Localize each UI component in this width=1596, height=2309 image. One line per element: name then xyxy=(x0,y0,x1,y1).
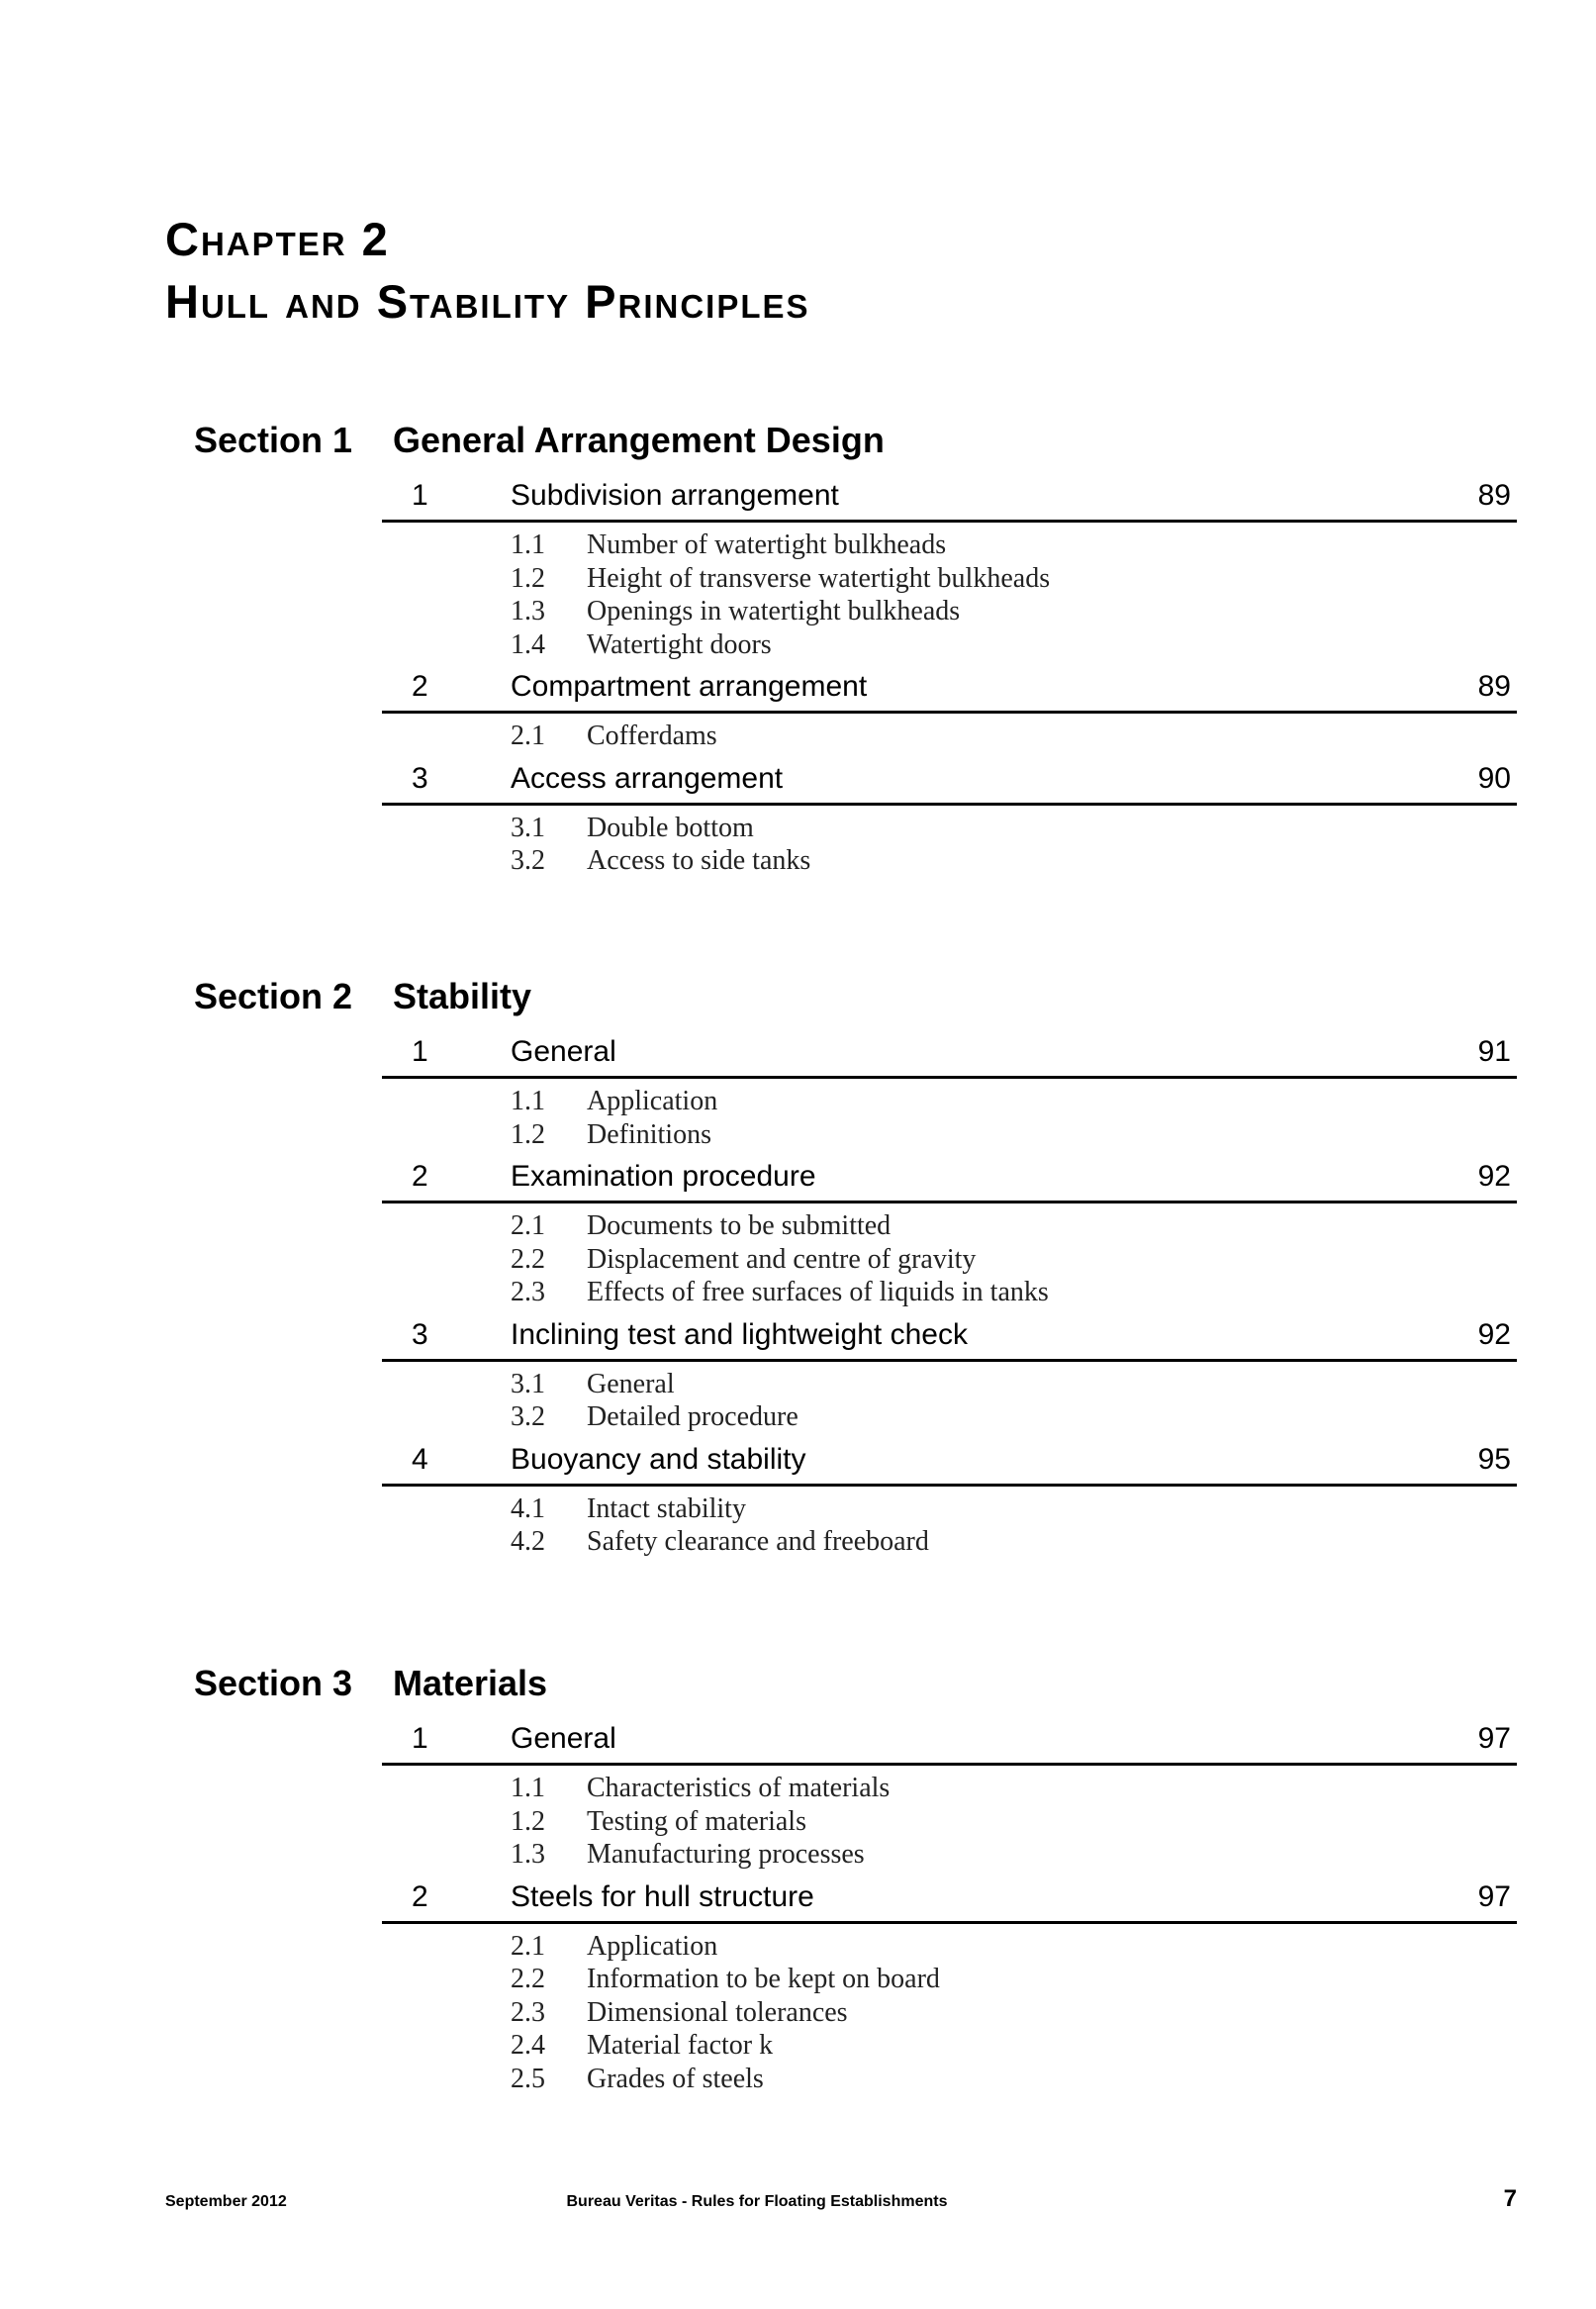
article-title: Examination procedure xyxy=(511,1160,816,1193)
article-list xyxy=(382,1032,1517,1565)
subarticle-number: 1.3 xyxy=(511,1839,545,1870)
subarticle-title: Manufacturing processes xyxy=(587,1839,865,1870)
subarticle-entry[interactable] xyxy=(382,1276,1517,1309)
article-title: Access arrangement xyxy=(511,761,784,795)
article-list xyxy=(382,476,1517,884)
section-label: Section 2 xyxy=(194,976,353,1016)
article-number: 1 xyxy=(412,479,428,512)
subarticle-list xyxy=(382,1487,1517,1565)
subarticle-entry[interactable] xyxy=(382,529,1517,562)
subarticle-title: Grades of steels xyxy=(587,2063,764,2094)
subarticle-number: 1.3 xyxy=(511,596,545,626)
subarticle-entry[interactable] xyxy=(382,1085,1517,1118)
article-title: Buoyancy and stability xyxy=(511,1442,806,1476)
subarticle-entry[interactable] xyxy=(382,1492,1517,1526)
article-entry[interactable] xyxy=(382,759,1517,806)
subarticle-number: 1.4 xyxy=(511,628,545,660)
article-entry[interactable] xyxy=(382,1315,1517,1362)
subarticle-number: 1.2 xyxy=(511,562,545,594)
article-title: Compartment arrangement xyxy=(511,670,868,703)
subarticle-entry[interactable] xyxy=(382,1930,1517,1964)
subarticle-title: Documents to be submitted xyxy=(587,1210,892,1241)
subarticle-entry[interactable] xyxy=(382,1805,1517,1839)
article-number: 3 xyxy=(412,1317,428,1351)
footer-publication: Bureau Veritas - Rules for Floating Establishments xyxy=(566,2193,948,2210)
subarticle-number: 2.3 xyxy=(511,1996,545,2028)
subarticle-title: Material factor k xyxy=(587,2030,774,2061)
article-title: Inclining test and lightweight check xyxy=(511,1317,968,1351)
subarticle-title: Testing of materials xyxy=(587,1805,806,1837)
section-label: Section 3 xyxy=(194,1663,353,1703)
subarticle-title: Intact stability xyxy=(587,1492,746,1524)
subarticle-entry[interactable] xyxy=(382,1963,1517,1996)
subarticle-title: Openings in watertight bulkheads xyxy=(587,596,961,626)
article-entry[interactable] xyxy=(382,667,1517,714)
subarticle-number: 2.4 xyxy=(511,2030,545,2061)
subarticle-entry[interactable] xyxy=(382,1118,1517,1152)
subarticle-number: 3.1 xyxy=(511,812,545,843)
footer-page-number: 7 xyxy=(1503,2185,1517,2212)
subarticle-title: Cofferdams xyxy=(587,721,717,751)
section-title: General Arrangement Design xyxy=(393,420,885,460)
article-number: 2 xyxy=(412,1879,428,1913)
subarticle-entry[interactable] xyxy=(382,2029,1517,2063)
article-number: 4 xyxy=(412,1442,428,1476)
subarticle-number: 2.2 xyxy=(511,1964,545,1994)
subarticle-title: Height of transverse watertight bulkheads xyxy=(587,562,1051,594)
article-entry[interactable] xyxy=(382,1440,1517,1487)
subarticle-list xyxy=(382,714,1517,759)
subarticle-number: 2.1 xyxy=(511,721,545,751)
subarticle-entry[interactable] xyxy=(382,2063,1517,2096)
subarticle-title: Double bottom xyxy=(587,812,754,843)
article-page-number: 92 xyxy=(1477,1317,1511,1351)
section-label: Section 1 xyxy=(194,420,353,460)
subarticle-list xyxy=(382,1203,1517,1315)
article-list xyxy=(382,1719,1517,2101)
subarticle-title: Displacement and centre of gravity xyxy=(587,1243,977,1275)
article-title: Subdivision arrangement xyxy=(511,479,839,512)
subarticle-title: Application xyxy=(587,1086,718,1116)
article-page-number: 97 xyxy=(1477,1879,1511,1913)
subarticle-entry[interactable] xyxy=(382,562,1517,596)
subarticle-number: 2.1 xyxy=(511,1930,545,1962)
article-page-number: 91 xyxy=(1477,1035,1511,1068)
subarticle-number: 4.1 xyxy=(511,1492,545,1524)
chapter-title: Hull and Stability Principles xyxy=(165,275,810,328)
section-title: Stability xyxy=(393,976,532,1016)
subarticle-number: 1.1 xyxy=(511,529,545,560)
article-number: 2 xyxy=(412,670,428,703)
article-number: 1 xyxy=(412,1722,428,1755)
subarticle-title: General xyxy=(587,1368,675,1399)
subarticle-list xyxy=(382,1766,1517,1877)
subarticle-entry[interactable] xyxy=(382,1525,1517,1559)
subarticle-number: 1.2 xyxy=(511,1118,545,1150)
subarticle-title: Application xyxy=(587,1930,718,1962)
article-page-number: 90 xyxy=(1477,761,1511,795)
section-title: Materials xyxy=(393,1663,548,1703)
subarticle-list xyxy=(382,806,1517,884)
subarticle-number: 3.2 xyxy=(511,845,545,876)
subarticle-number: 1.1 xyxy=(511,1773,545,1803)
subarticle-list xyxy=(382,523,1517,667)
article-number: 2 xyxy=(412,1160,428,1193)
subarticle-number: 4.2 xyxy=(511,1526,545,1557)
subarticle-entry[interactable] xyxy=(382,595,1517,628)
article-entry[interactable] xyxy=(382,476,1517,523)
subarticle-number: 3.2 xyxy=(511,1401,545,1432)
subarticle-entry[interactable] xyxy=(382,1209,1517,1243)
article-entry[interactable] xyxy=(382,1032,1517,1079)
subarticle-number: 1.1 xyxy=(511,1086,545,1116)
article-title: Steels for hull structure xyxy=(511,1879,814,1913)
subarticle-entry[interactable] xyxy=(382,844,1517,878)
article-title: General xyxy=(511,1722,616,1755)
article-page-number: 95 xyxy=(1477,1442,1511,1476)
footer-date: September 2012 xyxy=(165,2193,287,2210)
chapter-number: Chapter 2 xyxy=(165,213,390,265)
subarticle-entry[interactable] xyxy=(382,1243,1517,1277)
subarticle-title: Watertight doors xyxy=(587,628,772,660)
subarticle-number: 2.3 xyxy=(511,1277,545,1307)
subarticle-entry[interactable] xyxy=(382,1772,1517,1805)
subarticle-number: 1.2 xyxy=(511,1805,545,1837)
subarticle-number: 3.1 xyxy=(511,1368,545,1399)
chapter-heading xyxy=(165,208,810,333)
article-page-number: 89 xyxy=(1477,670,1511,703)
article-page-number: 97 xyxy=(1477,1722,1511,1755)
subarticle-entry[interactable] xyxy=(382,1400,1517,1434)
subarticle-number: 2.2 xyxy=(511,1243,545,1275)
subarticle-entry[interactable] xyxy=(382,628,1517,662)
subarticle-title: Information to be kept on board xyxy=(587,1964,940,1994)
subarticle-title: Dimensional tolerances xyxy=(587,1996,848,2028)
subarticle-title: Safety clearance and freeboard xyxy=(587,1526,929,1557)
subarticle-list xyxy=(382,1079,1517,1157)
article-number: 1 xyxy=(412,1035,428,1068)
subarticle-title: Detailed procedure xyxy=(587,1401,798,1432)
article-entry[interactable] xyxy=(382,1157,1517,1203)
subarticle-title: Effects of free surfaces of liquids in tanks xyxy=(587,1277,1049,1307)
subarticle-number: 2.5 xyxy=(511,2063,545,2094)
article-page-number: 89 xyxy=(1477,479,1511,512)
subarticle-title: Definitions xyxy=(587,1118,711,1150)
subarticle-title: Characteristics of materials xyxy=(587,1773,891,1803)
subarticle-entry[interactable] xyxy=(382,720,1517,753)
subarticle-number: 2.1 xyxy=(511,1210,545,1241)
subarticle-entry[interactable] xyxy=(382,1838,1517,1872)
subarticle-title: Number of watertight bulkheads xyxy=(587,529,947,560)
subarticle-entry[interactable] xyxy=(382,1368,1517,1401)
subarticle-entry[interactable] xyxy=(382,1996,1517,2030)
subarticle-entry[interactable] xyxy=(382,812,1517,845)
article-page-number: 92 xyxy=(1477,1160,1511,1193)
subarticle-title: Access to side tanks xyxy=(587,845,811,876)
article-number: 3 xyxy=(412,761,428,795)
article-title: General xyxy=(511,1035,616,1068)
subarticle-list xyxy=(382,1924,1517,2102)
article-entry[interactable] xyxy=(382,1877,1517,1924)
subarticle-list xyxy=(382,1362,1517,1440)
article-entry[interactable] xyxy=(382,1719,1517,1766)
